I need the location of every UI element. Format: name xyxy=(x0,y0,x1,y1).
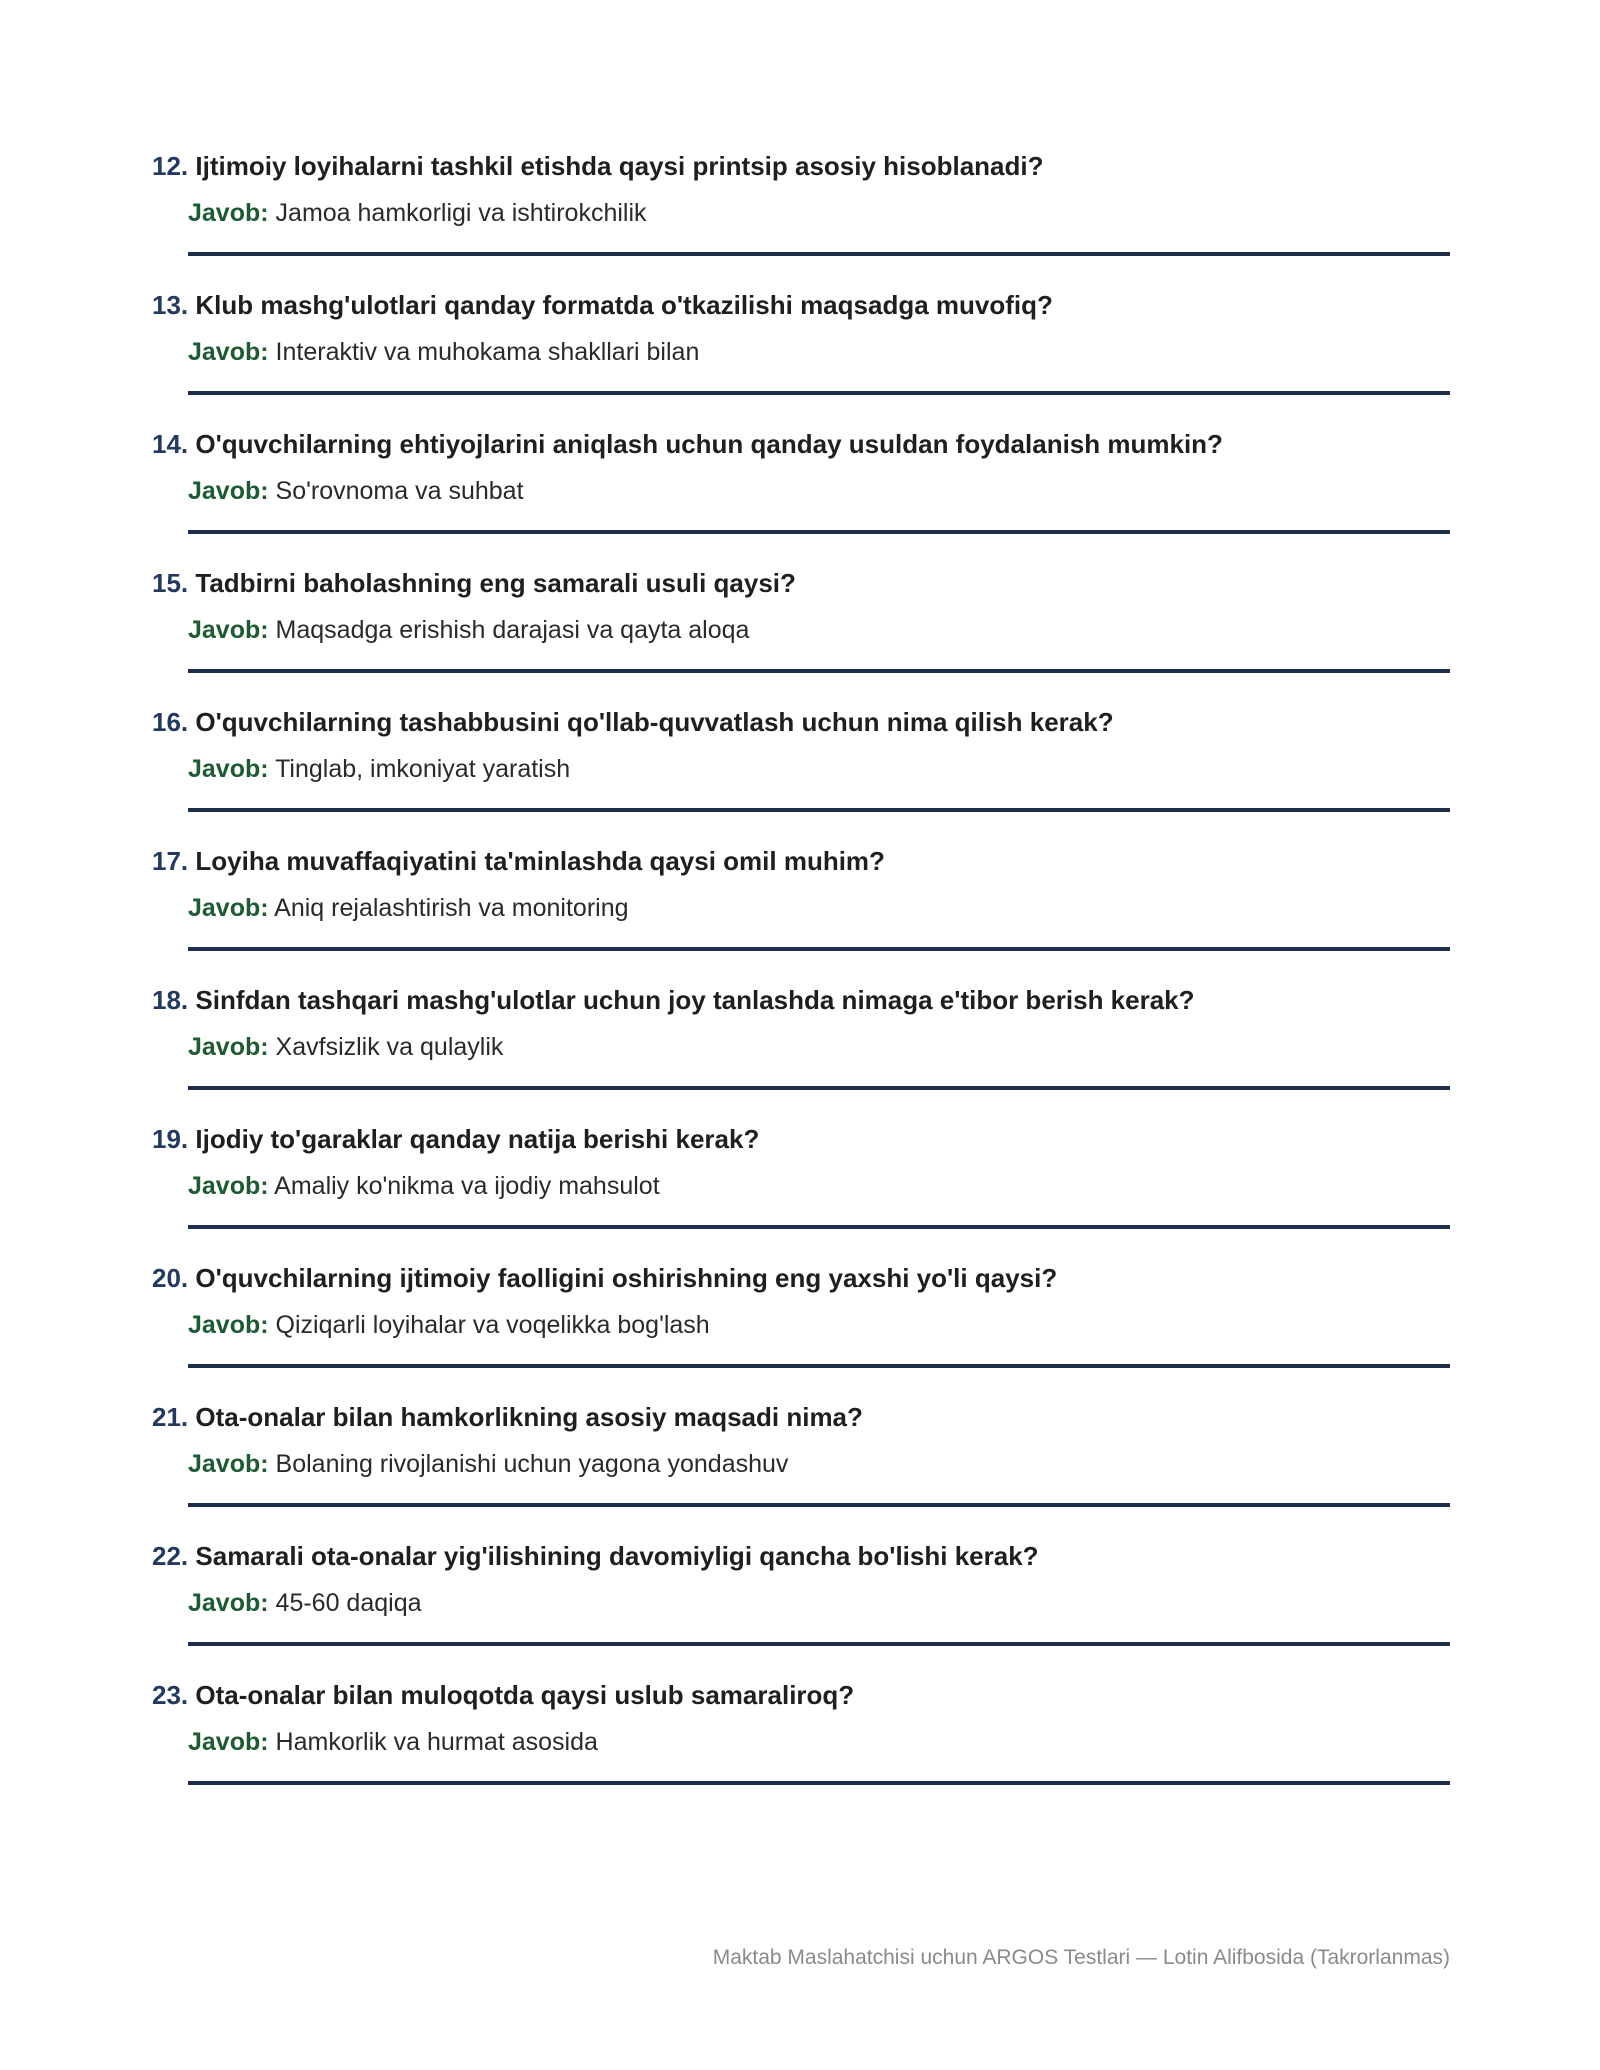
answer-label: Javob: xyxy=(188,1450,269,1478)
answer-label: Javob: xyxy=(188,1033,269,1061)
page-footer: Maktab Maslahatchisi uchun ARGOS Testlari — Lotin Alifbosida (Takrorlanmas) xyxy=(712,1946,1450,1969)
answer xyxy=(188,335,699,369)
question xyxy=(152,1260,1057,1296)
divider xyxy=(188,1781,1450,1785)
answer-text: Xavfsizlik va qulaylik xyxy=(275,1033,504,1061)
divider xyxy=(188,947,1450,951)
answer-label: Javob: xyxy=(188,894,269,922)
question-text: Ota-onalar bilan muloqotda qaysi uslub samaraliroq? xyxy=(195,1680,855,1710)
question-text: Tadbirni baholashning eng samarali usuli qaysi? xyxy=(195,568,796,598)
question-text: Klub mashg'ulotlari qanday formatda o'tkazilishi maqsadga muvofiq? xyxy=(195,290,1053,320)
qa-item xyxy=(152,426,1450,565)
question-text: O'quvchilarning ehtiyojlarini aniqlash uchun qanday usuldan foydalanish mumkin? xyxy=(195,429,1223,459)
divider xyxy=(188,1225,1450,1229)
answer-text: Qiziqarli loyihalar va voqelikka bog'lash xyxy=(275,1311,710,1339)
qa-item xyxy=(152,843,1450,982)
qa-item xyxy=(152,704,1450,843)
question-number: 14. xyxy=(152,429,189,459)
answer-label: Javob: xyxy=(188,1172,269,1200)
answer-label: Javob: xyxy=(188,338,269,366)
question xyxy=(152,426,1223,462)
qa-item xyxy=(152,1677,1450,1816)
question xyxy=(152,982,1195,1018)
question-text: Ijtimoiy loyihalarni tashkil etishda qaysi printsip asosiy hisoblanadi? xyxy=(195,151,1044,181)
answer xyxy=(188,474,524,508)
answer xyxy=(188,1586,422,1620)
divider xyxy=(188,1086,1450,1090)
answer-text: Amaliy ko'nikma va ijodiy mahsulot xyxy=(274,1172,660,1200)
qa-item xyxy=(152,982,1450,1121)
answer-label: Javob: xyxy=(188,477,269,505)
qa-list xyxy=(152,148,1450,1816)
answer xyxy=(188,1447,788,1481)
qa-item xyxy=(152,1260,1450,1399)
answer-text: Maqsadga erishish darajasi va qayta aloqa xyxy=(275,616,750,644)
qa-item xyxy=(152,1538,1450,1677)
question xyxy=(152,1538,1039,1574)
divider xyxy=(188,1642,1450,1646)
divider xyxy=(188,530,1450,534)
question-text: Loyiha muvaffaqiyatini ta'minlashda qaysi omil muhim? xyxy=(195,846,885,876)
question xyxy=(152,287,1053,323)
question-number: 23. xyxy=(152,1680,189,1710)
qa-item xyxy=(152,1121,1450,1260)
question-text: Ijodiy to'garaklar qanday natija berishi kerak? xyxy=(195,1124,760,1154)
answer xyxy=(188,1030,503,1064)
answer-label: Javob: xyxy=(188,199,269,227)
question-number: 17. xyxy=(152,846,189,876)
question-number: 15. xyxy=(152,568,189,598)
question-text: Samarali ota-onalar yig'ilishining davomiyligi qancha bo'lishi kerak? xyxy=(195,1541,1039,1571)
answer-text: Interaktiv va muhokama shakllari bilan xyxy=(275,338,700,366)
question xyxy=(152,148,1044,184)
question-text: Sinfdan tashqari mashg'ulotlar uchun joy tanlashda nimaga e'tibor berish kerak? xyxy=(195,985,1195,1015)
divider xyxy=(188,1364,1450,1368)
answer xyxy=(188,752,570,786)
answer-text: Jamoa hamkorligi va ishtirokchilik xyxy=(275,199,647,227)
question-number: 16. xyxy=(152,707,189,737)
qa-item xyxy=(152,287,1450,426)
answer xyxy=(188,1725,598,1759)
question-number: 20. xyxy=(152,1263,189,1293)
question-number: 19. xyxy=(152,1124,189,1154)
divider xyxy=(188,391,1450,395)
question xyxy=(152,565,796,601)
question-number: 18. xyxy=(152,985,189,1015)
question-text: O'quvchilarning ijtimoiy faolligini oshirishning eng yaxshi yo'li qaysi? xyxy=(195,1263,1058,1293)
answer xyxy=(188,613,749,647)
divider xyxy=(188,669,1450,673)
question xyxy=(152,704,1114,740)
answer-label: Javob: xyxy=(188,755,269,783)
question xyxy=(152,843,885,879)
divider xyxy=(188,252,1450,256)
question-number: 21. xyxy=(152,1402,189,1432)
answer-label: Javob: xyxy=(188,1311,269,1339)
question-number: 13. xyxy=(152,290,189,320)
answer xyxy=(188,196,647,230)
question xyxy=(152,1677,854,1713)
question-number: 12. xyxy=(152,151,189,181)
answer xyxy=(188,1308,710,1342)
question xyxy=(152,1121,759,1157)
answer xyxy=(188,1169,660,1203)
question-number: 22. xyxy=(152,1541,189,1571)
answer xyxy=(188,891,629,925)
qa-item xyxy=(152,565,1450,704)
answer-text: Aniq rejalashtirish va monitoring xyxy=(274,894,629,922)
answer-text: Bolaning rivojlanishi uchun yagona yondashuv xyxy=(275,1450,789,1478)
question xyxy=(152,1399,863,1435)
question-text: O'quvchilarning tashabbusini qo'llab-quvvatlash uchun nima qilish kerak? xyxy=(195,707,1114,737)
qa-item xyxy=(152,1399,1450,1538)
divider xyxy=(188,808,1450,812)
answer-text: Hamkorlik va hurmat asosida xyxy=(275,1728,598,1756)
divider xyxy=(188,1503,1450,1507)
qa-item xyxy=(152,148,1450,287)
answer-label: Javob: xyxy=(188,616,269,644)
question-text: Ota-onalar bilan hamkorlikning asosiy maqsadi nima? xyxy=(195,1402,863,1432)
answer-label: Javob: xyxy=(188,1589,269,1617)
answer-label: Javob: xyxy=(188,1728,269,1756)
answer-text: 45-60 daqiqa xyxy=(275,1589,422,1617)
answer-text: So'rovnoma va suhbat xyxy=(275,477,524,505)
answer-text: Tinglab, imkoniyat yaratish xyxy=(275,755,571,783)
